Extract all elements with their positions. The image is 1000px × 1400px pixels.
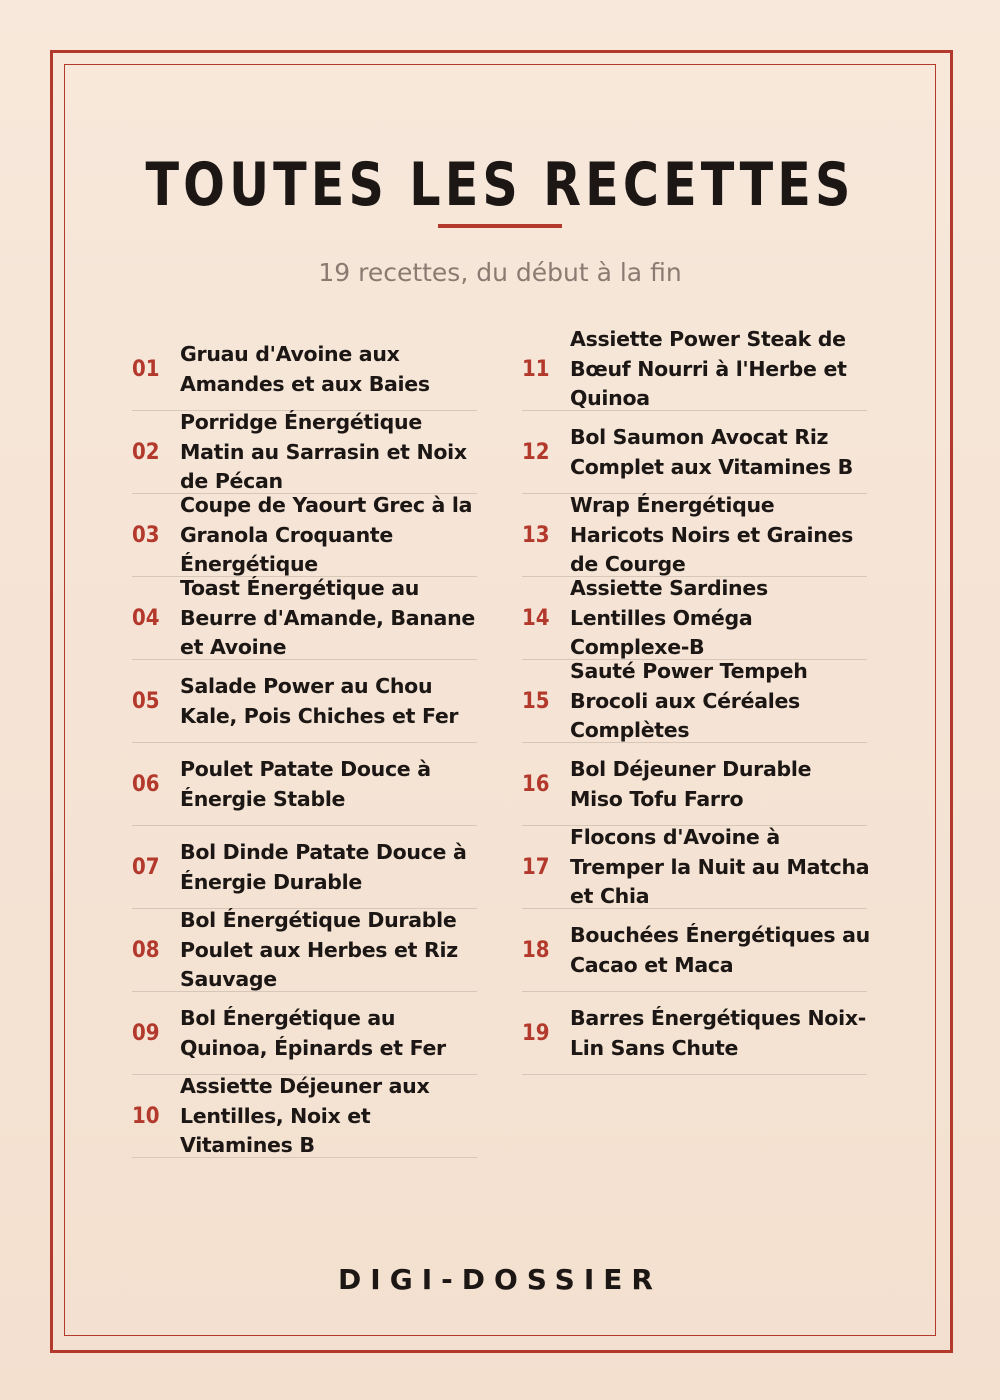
recipe-name	[570, 826, 870, 909]
recipe-name-text: Salade Power au Chou Kale, Pois Chiches et Fer	[180, 674, 459, 728]
recipe-name-text: Wrap Énergétique Haricots Noirs et Graines de Courge	[570, 493, 854, 577]
recipe-item	[522, 577, 867, 660]
recipe-number: 12	[522, 440, 550, 465]
recipe-item	[132, 494, 477, 577]
recipe-name	[570, 328, 870, 411]
recipe-name	[180, 411, 480, 494]
recipe-name-text: Gruau d'Avoine aux Amandes et aux Baies	[180, 342, 430, 396]
recipe-number: 14	[522, 606, 550, 631]
recipe-name-text: Bol Énergétique au Quinoa, Épinards et Fer	[180, 1006, 446, 1060]
recipe-item	[522, 743, 867, 826]
recipe-divider	[132, 1157, 477, 1158]
recipe-number: 18	[522, 938, 550, 963]
recipe-number: 08	[132, 938, 160, 963]
recipe-name	[180, 992, 480, 1075]
recipe-name	[180, 1075, 480, 1158]
recipe-name	[570, 411, 870, 494]
recipe-name-text: Bol Déjeuner Durable Miso Tofu Farro	[570, 757, 812, 811]
recipe-number: 09	[132, 1021, 160, 1046]
recipe-name-text: Assiette Déjeuner aux Lentilles, Noix et Vitamines B	[180, 1074, 430, 1158]
recipe-number: 16	[522, 772, 550, 797]
page-title: TOUTES LES RECETTES	[145, 150, 855, 220]
recipe-name	[570, 743, 870, 826]
recipe-number: 10	[132, 1104, 160, 1129]
recipe-name	[180, 494, 480, 577]
recipe-name	[570, 577, 870, 660]
recipe-item	[132, 909, 477, 992]
title-underline	[438, 224, 562, 228]
recipe-number: 17	[522, 855, 550, 880]
recipe-name-text: Bol Dinde Patate Douce à Énergie Durable	[180, 840, 467, 894]
recipe-number: 07	[132, 855, 160, 880]
recipe-item	[132, 411, 477, 494]
recipe-name	[180, 743, 480, 826]
recipe-number: 04	[132, 606, 160, 631]
recipe-number: 02	[132, 440, 160, 465]
recipe-name-text: Bouchées Énergétiques au Cacao et Maca	[570, 923, 870, 977]
recipe-name-text: Bol Saumon Avocat Riz Complet aux Vitamines B	[570, 425, 853, 479]
recipe-name-text: Toast Énergétique au Beurre d'Amande, Banane et Avoine	[180, 576, 475, 660]
recipe-item	[132, 1075, 477, 1158]
recipe-number: 19	[522, 1021, 550, 1046]
recipe-item	[522, 660, 867, 743]
recipe-item	[132, 577, 477, 660]
recipe-item	[522, 328, 867, 411]
recipe-item	[522, 825, 870, 909]
recipe-name	[180, 909, 480, 992]
recipe-name-text: Assiette Power Steak de Bœuf Nourri à l'Herbe et Quinoa	[570, 327, 847, 411]
recipe-item	[522, 411, 867, 494]
recipe-divider	[522, 1074, 867, 1075]
recipe-name-text: Assiette Sardines Lentilles Oméga Complexe-B	[570, 576, 768, 660]
page-subtitle: 19 recettes, du début à la fin	[318, 258, 682, 287]
recipe-item	[522, 494, 867, 577]
recipe-name-text: Flocons d'Avoine à Tremper la Nuit au Matcha et Chia	[570, 825, 870, 909]
recipe-number: 01	[132, 357, 160, 382]
recipe-name	[180, 328, 480, 411]
recipe-name-text: Coupe de Yaourt Grec à la Granola Croquante Énergétique	[180, 493, 473, 577]
recipe-item	[132, 660, 477, 743]
recipe-name	[570, 494, 870, 577]
recipe-item	[522, 909, 870, 992]
recipe-item	[132, 743, 477, 826]
recipe-item	[132, 992, 477, 1075]
recipe-name	[180, 660, 480, 743]
recipe-number: 06	[132, 772, 160, 797]
recipe-number: 05	[132, 689, 160, 714]
recipe-name	[570, 909, 870, 992]
recipe-name-text: Poulet Patate Douce à Énergie Stable	[180, 757, 431, 811]
recipe-name-text: Barres Énergétiques Noix-Lin Sans Chute	[570, 1006, 866, 1060]
recipe-name	[570, 660, 870, 743]
recipe-name-text: Bol Énergétique Durable Poulet aux Herbes et Riz Sauvage	[180, 908, 458, 992]
brand-footer: DIGI-DOSSIER	[338, 1263, 662, 1296]
recipe-item	[132, 826, 477, 909]
recipe-name	[570, 992, 870, 1075]
recipe-number: 11	[522, 357, 550, 382]
recipe-name	[180, 826, 480, 909]
recipe-number: 15	[522, 689, 550, 714]
recipe-number: 13	[522, 523, 550, 548]
recipe-name-text: Sauté Power Tempeh Brocoli aux Céréales Complètes	[570, 659, 808, 743]
recipe-item	[522, 992, 867, 1075]
recipe-name	[180, 577, 480, 660]
recipe-name-text: Porridge Énergétique Matin au Sarrasin et Noix de Pécan	[180, 410, 467, 494]
recipe-number: 03	[132, 523, 160, 548]
recipe-item	[132, 328, 477, 411]
